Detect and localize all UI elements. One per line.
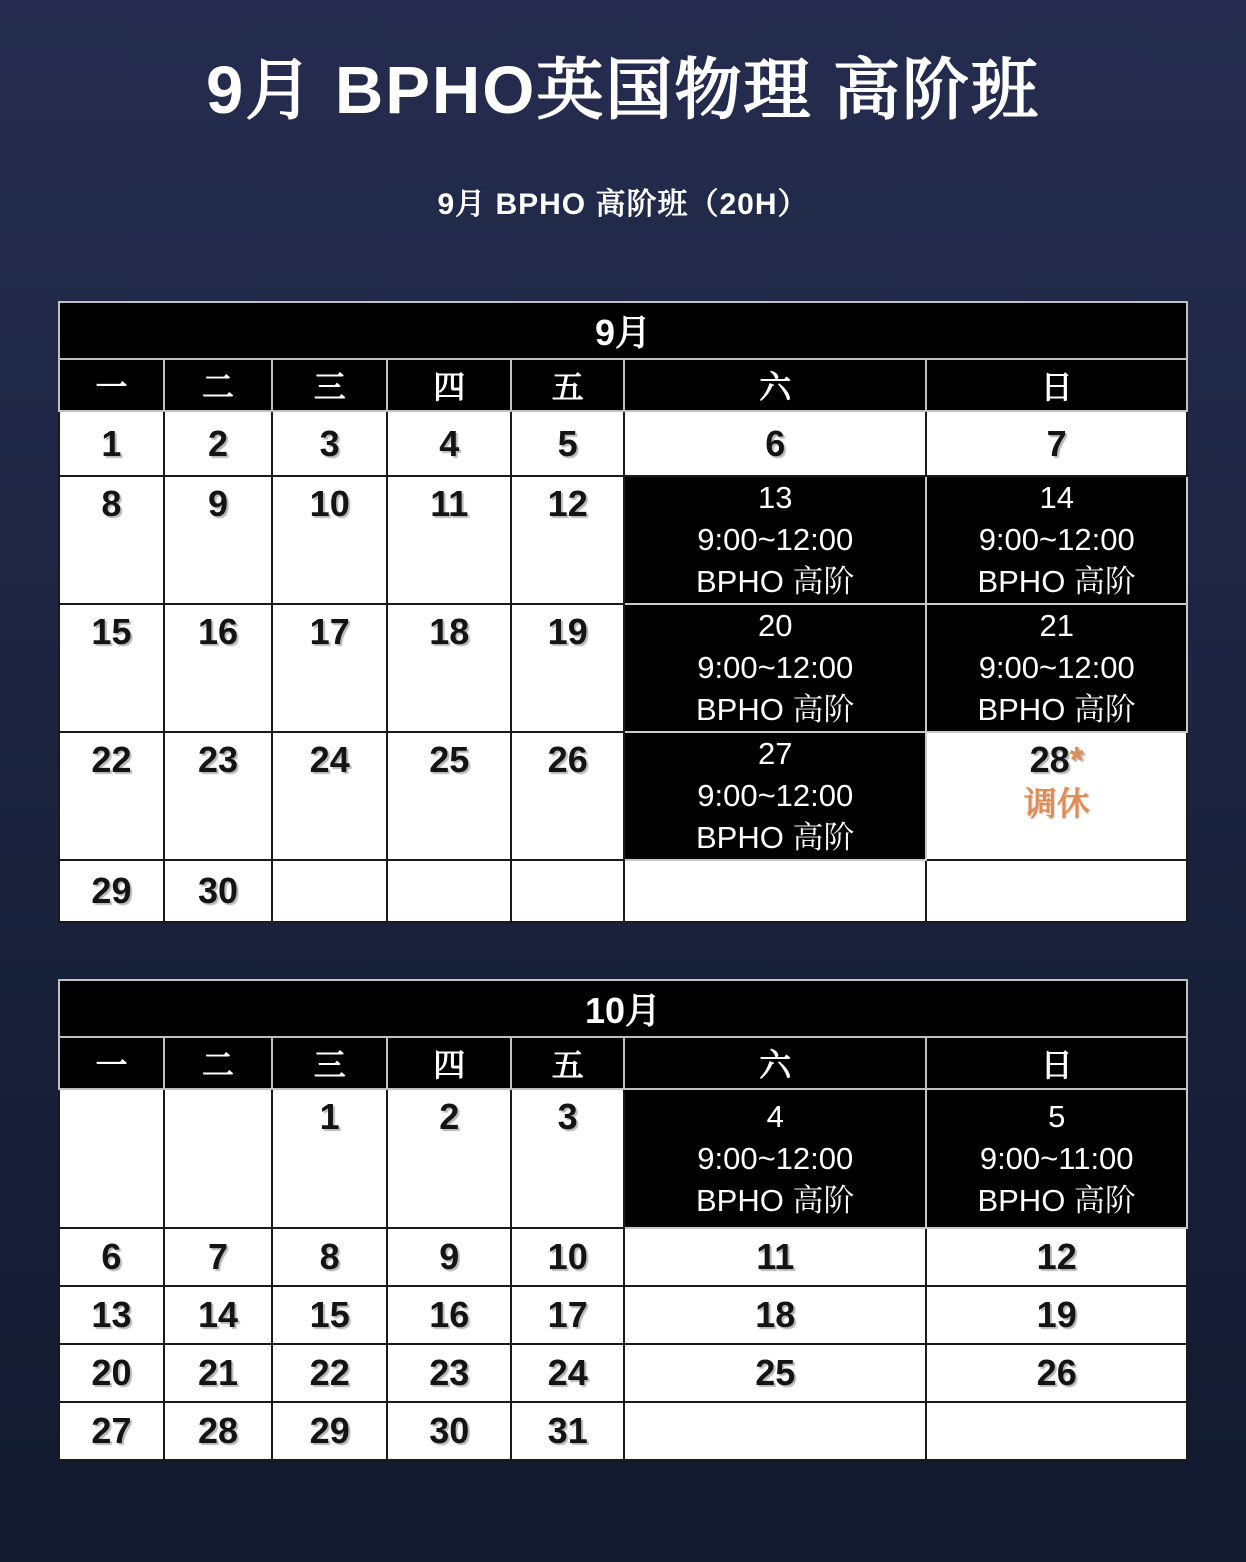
calendar-week-row [59, 411, 1187, 476]
session-time: 9:00~12:00 [697, 650, 854, 686]
day-number: 5 [557, 422, 578, 464]
empty-cell [387, 860, 511, 922]
class-session-cell [926, 476, 1187, 604]
session-time: 9:00~12:00 [697, 778, 854, 814]
day-number: 17 [547, 1294, 588, 1336]
empty-cell [164, 1089, 272, 1228]
weekday-label: 日 [926, 359, 1187, 411]
day-number: 5 [1048, 1098, 1066, 1134]
schedule-poster [0, 52, 1246, 1461]
day-number: 28* [1029, 739, 1084, 781]
day-cell [387, 411, 511, 476]
day-number: 13 [758, 480, 793, 516]
day-cell [511, 476, 624, 604]
day-cell [511, 604, 624, 732]
day-cell [387, 476, 511, 604]
day-number: 7 [1046, 422, 1067, 464]
day-number: 16 [429, 1294, 470, 1336]
class-session-cell [624, 476, 926, 604]
session-course: BPHO 高阶 [977, 564, 1136, 600]
day-number: 30 [429, 1410, 470, 1452]
day-number: 9 [208, 483, 229, 525]
day-number: 8 [319, 1236, 340, 1278]
class-session-cell [926, 604, 1187, 732]
session-time: 9:00~11:00 [979, 1140, 1134, 1176]
day-cell [272, 1089, 387, 1228]
day-number: 17 [309, 611, 350, 653]
day-number: 20 [758, 608, 793, 644]
weekday-label: 六 [624, 359, 926, 411]
day-cell [387, 1228, 511, 1286]
calendar-week-row [59, 860, 1187, 922]
day-cell [59, 1228, 164, 1286]
day-number: 21 [198, 1352, 239, 1394]
day-number: 2 [208, 422, 229, 464]
calendar-week-row [59, 604, 1187, 732]
empty-cell [926, 1402, 1187, 1460]
day-number: 13 [91, 1294, 132, 1336]
day-cell [164, 411, 272, 476]
day-number: 20 [91, 1352, 132, 1394]
day-cell [59, 860, 164, 922]
day-cell [387, 1344, 511, 1402]
day-number: 24 [309, 739, 350, 781]
weekday-label: 三 [272, 359, 387, 411]
weekday-label: 一 [59, 1037, 164, 1089]
day-cell [624, 1228, 926, 1286]
day-number: 31 [547, 1410, 588, 1452]
day-number: 19 [1036, 1294, 1077, 1336]
day-number: 24 [547, 1352, 588, 1394]
weekday-label: 五 [511, 1037, 624, 1089]
day-number: 6 [765, 422, 786, 464]
weekday-label: 二 [164, 1037, 272, 1089]
session-course: BPHO 高阶 [696, 1182, 855, 1218]
calendar-week-row [59, 476, 1187, 604]
day-cell [164, 604, 272, 732]
day-number: 12 [1036, 1236, 1077, 1278]
day-cell [164, 1402, 272, 1460]
day-number: 26 [547, 739, 588, 781]
day-number: 7 [208, 1236, 229, 1278]
class-session-cell [624, 732, 926, 860]
session-time: 9:00~12:00 [697, 1140, 854, 1176]
day-number: 9 [439, 1236, 460, 1278]
weekday-label: 六 [624, 1037, 926, 1089]
day-cell [272, 411, 387, 476]
empty-cell [624, 860, 926, 922]
weekday-label: 一 [59, 359, 164, 411]
day-cell [59, 1344, 164, 1402]
day-number: 19 [547, 611, 588, 653]
day-number: 14 [1039, 480, 1074, 516]
page-title: 9月 BPHO英国物理 高阶班 [205, 53, 1041, 128]
day-number: 18 [755, 1294, 796, 1336]
day-cell [272, 604, 387, 732]
day-cell [387, 1286, 511, 1344]
month-label: 9月 [59, 302, 1187, 359]
day-cell [926, 1228, 1187, 1286]
calendar-week-row [59, 1402, 1187, 1460]
day-number: 22 [309, 1352, 350, 1394]
calendar-week-row [59, 1344, 1187, 1402]
day-number: 3 [319, 422, 340, 464]
day-cell [272, 1344, 387, 1402]
day-cell [59, 1286, 164, 1344]
day-cell [272, 1286, 387, 1344]
class-session-cell [624, 1089, 926, 1228]
day-number: 27 [91, 1410, 132, 1452]
day-cell [511, 1228, 624, 1286]
day-cell [926, 1286, 1187, 1344]
day-number: 25 [429, 739, 470, 781]
day-cell [511, 1286, 624, 1344]
day-number: 29 [309, 1410, 350, 1452]
day-cell [272, 1228, 387, 1286]
class-session-cell [926, 1089, 1187, 1228]
calendar-table-9月 [58, 301, 1188, 923]
day-cell [164, 476, 272, 604]
day-number: 1 [101, 422, 122, 464]
weekday-label: 五 [511, 359, 624, 411]
day-number: 25 [755, 1352, 796, 1394]
day-number: 21 [1039, 608, 1074, 644]
rest-day-cell [926, 732, 1187, 860]
day-number: 16 [198, 611, 239, 653]
session-course: BPHO 高阶 [696, 692, 855, 728]
session-course: BPHO 高阶 [696, 820, 855, 856]
rest-note: 调休 [1023, 785, 1090, 823]
day-cell [164, 732, 272, 860]
session-time: 9:00~12:00 [978, 522, 1135, 558]
day-number: 26 [1036, 1352, 1077, 1394]
session-time: 9:00~12:00 [978, 650, 1135, 686]
day-cell [511, 1344, 624, 1402]
day-cell [624, 1344, 926, 1402]
day-cell [59, 476, 164, 604]
weekday-label: 四 [387, 359, 511, 411]
session-course: BPHO 高阶 [977, 1182, 1136, 1218]
day-number: 4 [766, 1098, 784, 1134]
day-number: 22 [91, 739, 132, 781]
day-number: 29 [91, 870, 132, 912]
day-number: 8 [101, 483, 122, 525]
weekday-label: 四 [387, 1037, 511, 1089]
session-time: 9:00~12:00 [697, 522, 854, 558]
day-cell [272, 476, 387, 604]
day-number: 15 [91, 611, 132, 653]
day-number: 2 [439, 1096, 460, 1138]
day-cell [511, 411, 624, 476]
day-cell [387, 1402, 511, 1460]
day-cell [926, 411, 1187, 476]
day-cell [59, 1402, 164, 1460]
day-number: 14 [198, 1294, 239, 1336]
makeup-star: * [1069, 739, 1084, 781]
day-cell [272, 732, 387, 860]
session-course: BPHO 高阶 [696, 564, 855, 600]
day-number: 1 [319, 1096, 340, 1138]
day-cell [387, 604, 511, 732]
day-number: 3 [557, 1096, 578, 1138]
empty-cell [624, 1402, 926, 1460]
day-number: 18 [429, 611, 470, 653]
calendar-table-10月 [58, 979, 1188, 1461]
weekday-label: 三 [272, 1037, 387, 1089]
day-cell [59, 732, 164, 860]
day-number: 11 [756, 1236, 795, 1278]
calendar-week-row [59, 1286, 1187, 1344]
day-number: 4 [439, 422, 460, 464]
day-cell [164, 1344, 272, 1402]
day-cell [387, 1089, 511, 1228]
day-cell [624, 411, 926, 476]
day-number: 11 [430, 483, 469, 525]
day-cell [59, 604, 164, 732]
empty-cell [926, 860, 1187, 922]
day-cell [164, 1286, 272, 1344]
day-cell [511, 732, 624, 860]
day-number: 12 [547, 483, 588, 525]
day-number: 10 [309, 483, 350, 525]
calendar-week-row [59, 732, 1187, 860]
weekday-label: 二 [164, 359, 272, 411]
empty-cell [272, 860, 387, 922]
day-number: 10 [547, 1236, 588, 1278]
day-cell [164, 1228, 272, 1286]
day-number: 30 [198, 870, 239, 912]
day-number: 15 [309, 1294, 350, 1336]
day-cell [926, 1344, 1187, 1402]
month-label: 10月 [59, 980, 1187, 1037]
day-cell [59, 411, 164, 476]
day-cell [272, 1402, 387, 1460]
day-cell [624, 1286, 926, 1344]
calendar-week-row [59, 1089, 1187, 1228]
page-subtitle: 9月 BPHO 高阶班（20H） [437, 188, 809, 222]
calendar-week-row [59, 1228, 1187, 1286]
day-cell [164, 860, 272, 922]
class-session-cell [624, 604, 926, 732]
day-cell [387, 732, 511, 860]
session-course: BPHO 高阶 [977, 692, 1136, 728]
weekday-label: 日 [926, 1037, 1187, 1089]
day-number: 23 [429, 1352, 470, 1394]
empty-cell [59, 1089, 164, 1228]
day-number: 6 [101, 1236, 122, 1278]
day-cell [511, 1089, 624, 1228]
calendars-container [0, 301, 1246, 1461]
day-number: 28 [198, 1410, 239, 1452]
day-number: 27 [758, 736, 793, 772]
empty-cell [511, 860, 624, 922]
day-number: 23 [198, 739, 239, 781]
day-cell [511, 1402, 624, 1460]
